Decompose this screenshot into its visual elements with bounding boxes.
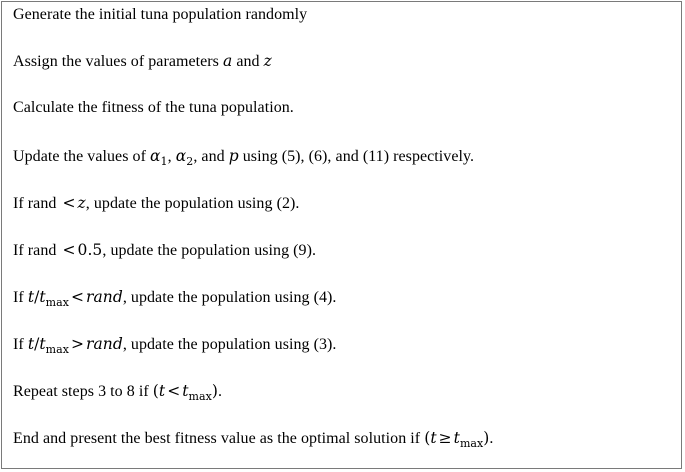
step-7-text-end: , update the population using (4). bbox=[122, 289, 337, 306]
step-10 bbox=[13, 428, 493, 454]
threshold-value: 0.5 bbox=[77, 241, 103, 259]
step-10-text: End and present the best fitness value as the optimal solution if bbox=[13, 430, 425, 447]
step-1-text: Generate the initial tuna population randomly bbox=[13, 6, 308, 23]
slash-symbol: / bbox=[34, 288, 40, 306]
step-5-text: If rand bbox=[13, 195, 61, 212]
step-4-comma: , bbox=[167, 148, 176, 165]
var-t: t bbox=[430, 429, 437, 447]
max-subscript: max bbox=[188, 390, 212, 403]
max-subscript: max bbox=[45, 296, 69, 309]
max-subscript: max bbox=[459, 437, 484, 450]
step-2-text: Assign the values of parameters bbox=[13, 53, 223, 70]
step-5 bbox=[13, 193, 299, 214]
less-than-symbol: < bbox=[62, 241, 76, 259]
var-rand: rand bbox=[86, 288, 123, 306]
var-t-max: t bbox=[39, 335, 46, 353]
greater-or-equal-symbol: ≥ bbox=[438, 429, 452, 447]
greater-than-symbol: > bbox=[71, 335, 85, 353]
var-t-max: t bbox=[39, 288, 46, 306]
step-2 bbox=[13, 51, 272, 72]
step-6 bbox=[13, 240, 316, 261]
max-subscript: max bbox=[45, 343, 69, 356]
alpha-2-subscript: 2 bbox=[186, 155, 194, 168]
right-paren: ) bbox=[483, 429, 490, 447]
step-8-text: If bbox=[13, 336, 28, 353]
step-4-text: Update the values of bbox=[13, 148, 151, 165]
step-7 bbox=[13, 287, 336, 313]
param-p: p bbox=[228, 147, 239, 165]
step-5-text-end: , update the population using (2). bbox=[85, 195, 300, 212]
left-paren: ( bbox=[152, 382, 159, 400]
left-paren: ( bbox=[424, 429, 431, 447]
alpha-2-symbol: α bbox=[175, 147, 187, 165]
step-4-text-end: using (5), (6), and (11) respectively. bbox=[238, 148, 475, 165]
algorithm-box bbox=[1, 1, 682, 469]
step-4-and: , and bbox=[193, 148, 229, 165]
step-8 bbox=[13, 334, 336, 360]
var-t: t bbox=[27, 288, 35, 306]
step-9-text: Repeat steps 3 to 8 if bbox=[13, 383, 153, 400]
var-rand: rand bbox=[86, 335, 123, 353]
step-1 bbox=[13, 5, 307, 25]
step-6-text: If rand bbox=[13, 242, 61, 259]
alpha-1-symbol: α bbox=[150, 147, 161, 165]
slash-symbol: / bbox=[34, 335, 40, 353]
step-10-period: . bbox=[489, 430, 494, 447]
var-t: t bbox=[158, 382, 166, 400]
step-2-and: and bbox=[232, 53, 264, 70]
param-z: z bbox=[77, 194, 86, 212]
step-9-period: . bbox=[217, 383, 223, 400]
step-3-text: Calculate the fitness of the tuna population. bbox=[13, 99, 294, 116]
step-4 bbox=[13, 146, 474, 172]
param-a: a bbox=[222, 52, 233, 70]
step-7-text: If bbox=[13, 289, 28, 306]
var-t-max: t bbox=[182, 382, 189, 400]
param-z: z bbox=[263, 52, 272, 70]
right-paren: ) bbox=[211, 382, 218, 400]
less-than-symbol: < bbox=[167, 382, 181, 400]
less-than-symbol: < bbox=[71, 288, 85, 306]
step-9 bbox=[13, 381, 222, 407]
step-3 bbox=[13, 98, 294, 118]
step-8-text-end: , update the population using (3). bbox=[122, 336, 337, 353]
var-t-max: t bbox=[453, 429, 460, 447]
step-6-text-end: , update the population using (9). bbox=[102, 242, 317, 259]
var-t: t bbox=[27, 335, 35, 353]
less-than-symbol: < bbox=[62, 194, 76, 212]
alpha-1-subscript: 1 bbox=[160, 155, 168, 168]
